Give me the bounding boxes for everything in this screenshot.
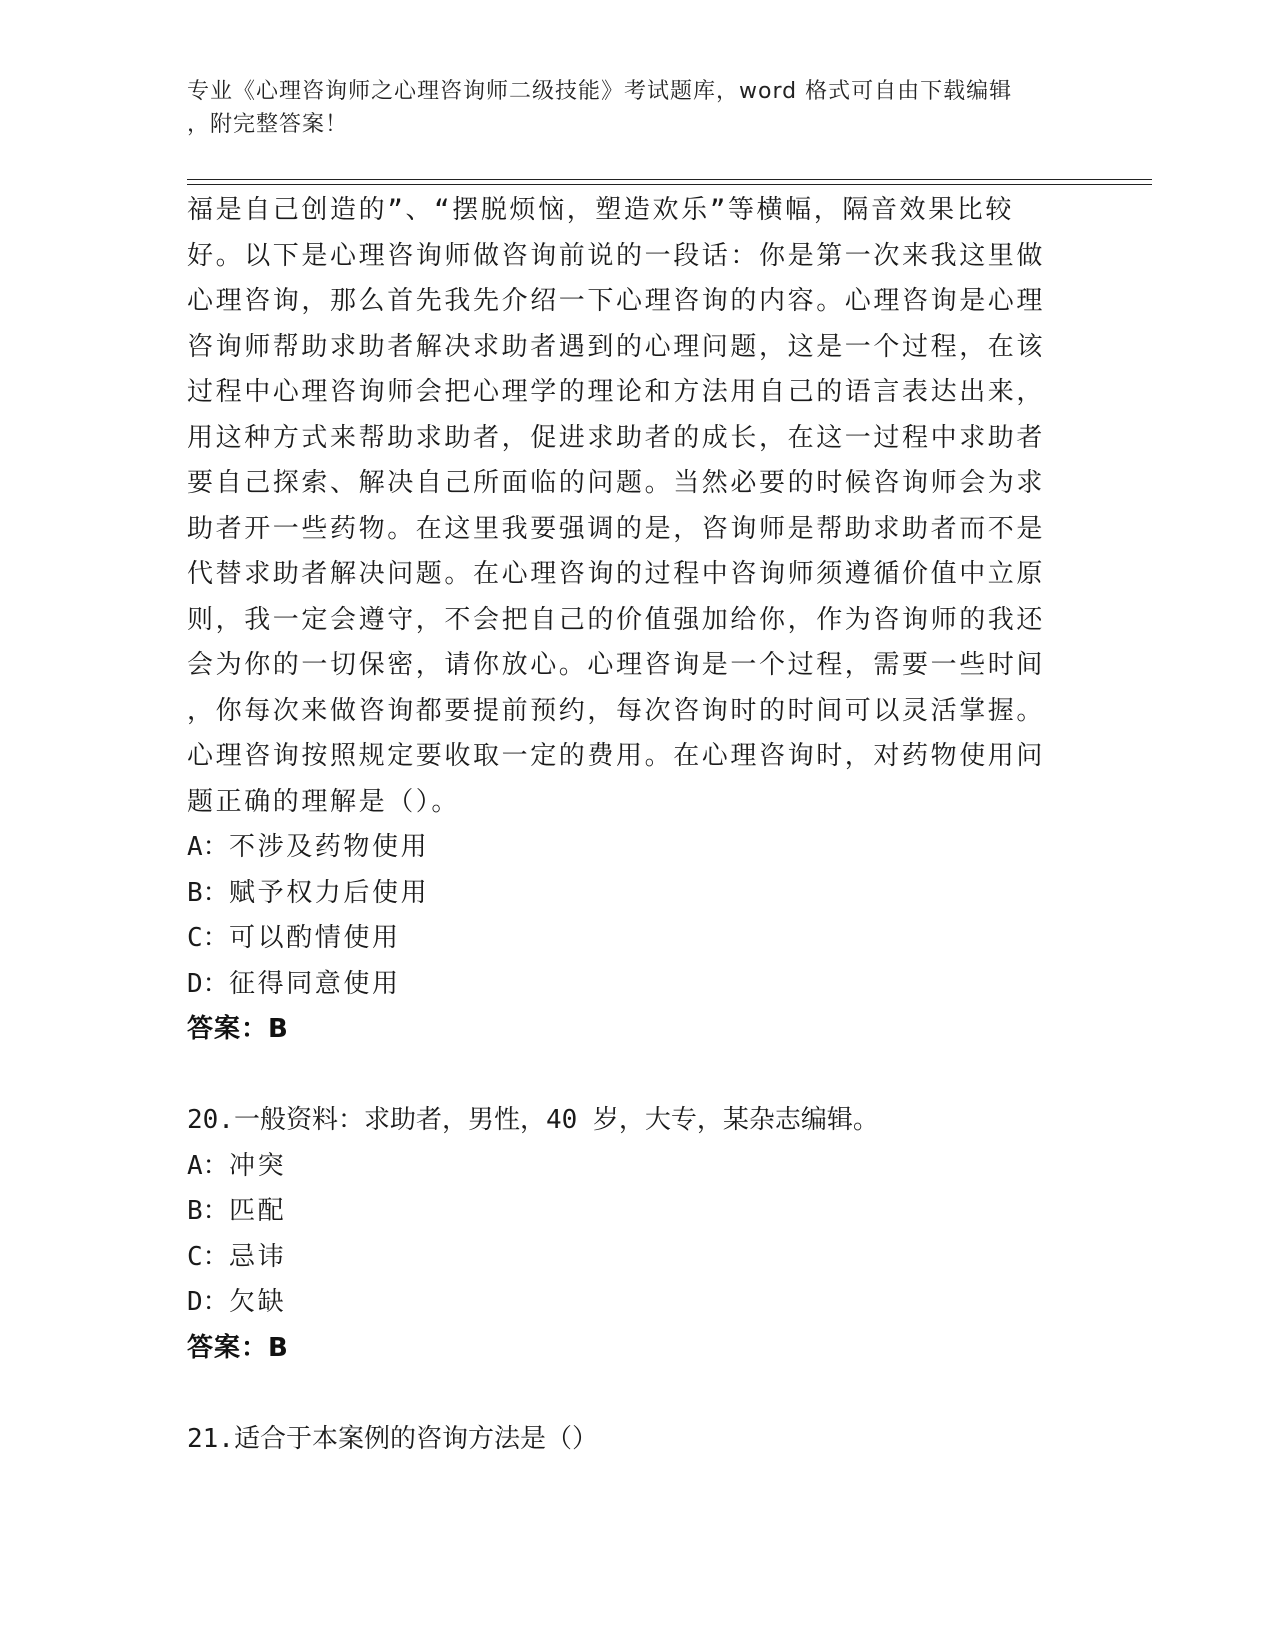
question-20-answer: 答案：B — [187, 1332, 289, 1363]
option-text: 忌讳 — [229, 1241, 287, 1272]
option-text: 不涉及药物使用 — [229, 832, 430, 862]
question-19-text-line: 助者开一些药物。在这里我要强调的是，咨询师是帮助求助者而不是 — [187, 513, 1046, 544]
question-19-option-b — [187, 871, 1067, 917]
option-letter: C： — [187, 923, 229, 953]
question-19-option-a — [187, 825, 1067, 871]
option-text: 可以酌情使用 — [229, 923, 401, 953]
question-19-text-line: 好。以下是心理咨询师做咨询前说的一段话：你是第一次来我这里做 — [187, 240, 1046, 271]
option-text: 冲突 — [229, 1150, 287, 1181]
question-19-text-line: 用这种方式来帮助求助者，促进求助者的成长，在这一过程中求助者 — [187, 422, 1046, 453]
spacer — [187, 1371, 1067, 1417]
option-letter: B： — [187, 1196, 229, 1226]
header-divider-bottom — [187, 184, 1152, 185]
question-20 — [187, 1098, 1067, 1371]
document-header — [187, 75, 1067, 141]
document-body — [187, 188, 1067, 1462]
question-20-option-b — [187, 1189, 1067, 1235]
question-21 — [187, 1417, 1067, 1463]
question-19-text-line: 则，我一定会遵守，不会把自己的价值强加给你，作为咨询师的我还 — [187, 604, 1046, 635]
header-divider-top — [187, 179, 1152, 180]
question-20-stem: 20.一般资料：求助者，男性，40 岁，大专，某杂志编辑。 — [187, 1105, 879, 1135]
header-title-line-2: ，附完整答案！ — [187, 112, 349, 137]
question-19-text-line: 代替求助者解决问题。在心理咨询的过程中咨询师须遵循价值中立原 — [187, 559, 1046, 589]
question-19-option-d — [187, 962, 1067, 1008]
option-text: 欠缺 — [229, 1287, 287, 1317]
question-20-option-c — [187, 1235, 1067, 1281]
question-19-text-line: 咨询师帮助求助者解决求助者遇到的心理问题，这是一个过程，在该 — [187, 331, 1046, 362]
option-letter: C： — [187, 1241, 229, 1272]
question-20-option-d — [187, 1280, 1067, 1326]
question-19-text-line: 福是自己创造的”、“摆脱烦恼，塑造欢乐”等横幅，隔音效果比较 — [187, 195, 1014, 225]
question-19 — [187, 188, 1067, 1053]
question-20-option-a — [187, 1144, 1067, 1190]
question-19-text-line: ，你每次来做咨询都要提前预约，每次咨询时的时间可以灵活掌握。 — [187, 695, 1046, 726]
option-text: 赋予权力后使用 — [229, 877, 430, 908]
option-text: 征得同意使用 — [229, 968, 401, 999]
option-letter: D： — [187, 968, 229, 999]
header-title-line-1: 专业《心理咨询师之心理咨询师二级技能》考试题库，word 格式可自由下载编辑 — [187, 79, 1013, 104]
question-19-text-line: 过程中心理咨询师会把心理学的理论和方法用自己的语言表达出来， — [187, 377, 1046, 407]
question-19-text-line: 题正确的理解是（）。 — [187, 786, 461, 817]
option-letter: A： — [187, 1150, 229, 1181]
option-letter: A： — [187, 832, 229, 862]
question-19-option-c — [187, 916, 1067, 962]
option-letter: D： — [187, 1287, 229, 1317]
question-21-stem: 21.适合于本案例的咨询方法是（） — [187, 1423, 598, 1454]
question-19-text-line: 会为你的一切保密，请你放心。心理咨询是一个过程，需要一些时间 — [187, 650, 1046, 680]
option-text: 匹配 — [229, 1196, 287, 1226]
question-19-text-line: 心理咨询，那么首先我先介绍一下心理咨询的内容。心理咨询是心理 — [187, 286, 1046, 316]
option-letter: B： — [187, 877, 229, 908]
question-19-text-line: 心理咨询按照规定要收取一定的费用。在心理咨询时，对药物使用问 — [187, 741, 1046, 771]
spacer — [187, 1053, 1067, 1099]
question-19-answer: 答案：B — [187, 1014, 289, 1044]
question-19-text-line: 要自己探索、解决自己所面临的问题。当然必要的时候咨询师会为求 — [187, 468, 1046, 498]
